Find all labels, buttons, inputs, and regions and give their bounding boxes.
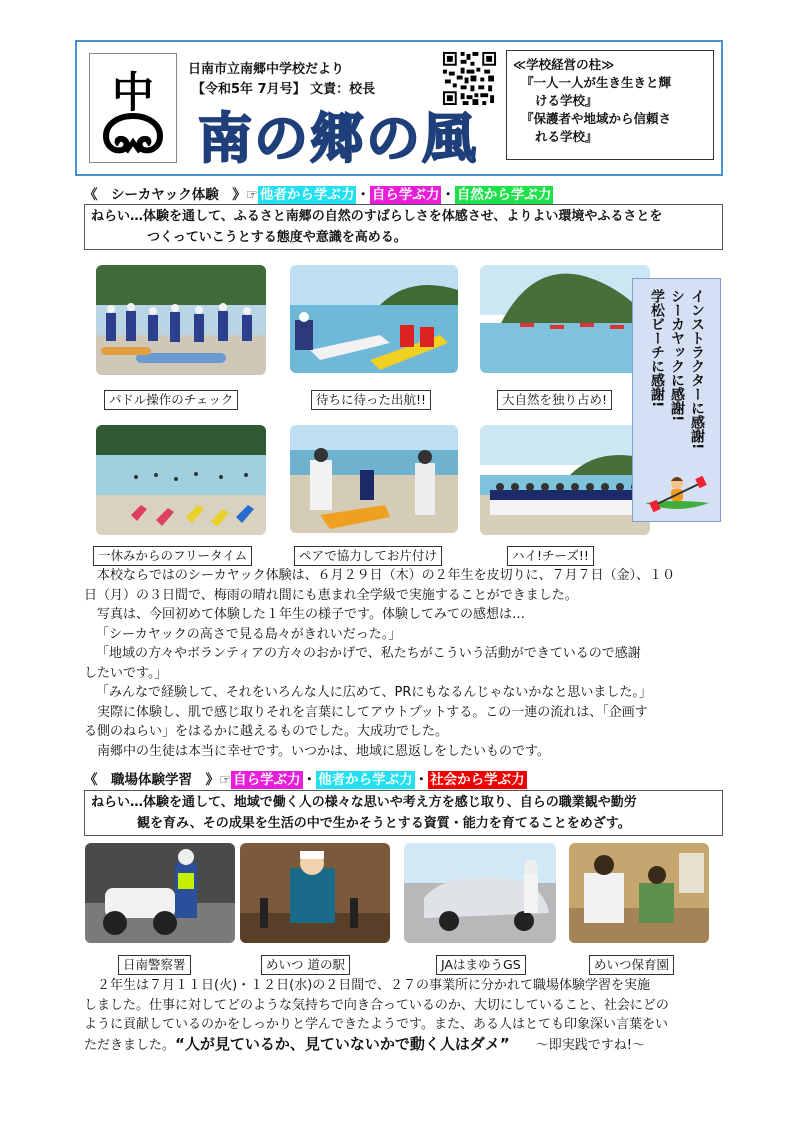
body-line: る側のねらい」をはるかに越えるものでした。大成功でした。 xyxy=(84,724,449,739)
photo-caption: 大自然を独り占め! xyxy=(497,390,612,410)
photo-group xyxy=(480,425,650,535)
skill-tag: 自ら学ぶ力 xyxy=(371,187,440,203)
logo-character: 中 xyxy=(111,68,154,117)
workexperience-body xyxy=(84,976,724,1055)
pillar-line: ける学校』 xyxy=(535,93,598,108)
photo-cleanup xyxy=(290,425,458,533)
skill-tag: 他者から学ぶ力 xyxy=(318,772,413,788)
photo-caption: パドル操作のチェック xyxy=(104,390,238,410)
aim-box xyxy=(84,204,723,250)
thanks-line: 学松ビーチに感謝! xyxy=(649,289,665,408)
photo-roadside-station xyxy=(240,843,390,943)
aim-box xyxy=(84,790,723,836)
body-line: 南郷中の生徒は本当に幸せです。いつかは、地域に恩返しをしたいものです。 xyxy=(84,743,550,759)
section-heading-seakayak xyxy=(84,183,553,204)
pillar-line: 『一人一人が生き生きと輝 xyxy=(521,75,672,90)
aim-text: ねらい…体験を通して、地域で働く人の様々な思いや考え方を感じ取り、自らの職業観や勤労 xyxy=(91,795,637,810)
body-line: ように貢献しているのかをしっかりと学んできたようです。また、ある人はとても印象深い言葉をい xyxy=(84,1017,668,1032)
pillar-line: れる学校』 xyxy=(535,129,598,144)
photo-caption: JAはまゆうGS xyxy=(436,955,526,975)
photo-caption: 待ちに待った出航!! xyxy=(311,390,431,410)
body-line-quote xyxy=(84,1035,724,1056)
body-line: 「みんなで経験して、それをいろんな人に広めて、PRにもなるんじゃないかなと思いました。」 xyxy=(96,685,652,700)
body-text: ～即実践ですね!～ xyxy=(535,1037,645,1053)
body-line: したいです。」 xyxy=(84,665,168,681)
photo-police-station xyxy=(85,843,235,943)
tag-separator: ・ xyxy=(356,187,370,203)
school-name: 日南市立南郷中学校だより xyxy=(188,62,345,77)
photo-caption: ハイ!チーズ!! xyxy=(507,546,594,566)
thanks-box xyxy=(632,278,721,522)
seakayak-body xyxy=(84,566,724,761)
photo-nature xyxy=(480,265,650,373)
issue-info: 【令和5年 7月号】 文責：校長 xyxy=(192,82,376,97)
pillar-line: 『保護者や地域から信頼さ xyxy=(521,111,672,126)
section-heading-workexperience xyxy=(84,768,527,789)
newsletter-title: 南の郷の風 xyxy=(198,107,478,170)
body-line: しました。仕事に対してどのような気持ちで向き合っているのか、大切にしていること、社会にどの xyxy=(84,997,669,1013)
pillars-title: ≪学校経営の柱≫ xyxy=(513,57,615,72)
qr-code-icon[interactable] xyxy=(441,50,498,107)
body-line: 「地域の方々やボランティアの方々のおかげで、私たちがこういう活動ができているので感謝 xyxy=(96,646,641,661)
photo-free-time xyxy=(96,425,266,535)
skill-tag: 自然から学ぶ力 xyxy=(456,187,552,203)
quote-text: “人が見ているか、見ていないかで動く人はダメ” xyxy=(175,1034,510,1053)
body-line: 本校ならではのシーカヤック体験は、６月２９日（木）の２年生を皮切りに、７月７日（金）、１０ xyxy=(84,568,676,583)
aim-text: つくっていこうとする態度や意識を高める。 xyxy=(147,230,407,245)
photo-caption: ペアで協力してお片付け xyxy=(294,546,442,566)
photo-gas-station xyxy=(404,843,556,943)
aim-text: ねらい…体験を通して、ふるさと南郷の自然のすばらしさを体感させ、よりよい環境やふるさとを xyxy=(91,209,663,224)
section-title: 《 シーカヤック体験 》☞ xyxy=(84,187,258,203)
tag-separator: ・ xyxy=(302,772,317,788)
aim-text: 観を育み、その成果を生活の中で生かそうとする資質・能力を育てることをめざす。 xyxy=(137,816,631,831)
photo-caption: めいつ保育園 xyxy=(589,955,674,975)
body-line: ２年生は７月１１日(火)・１２日(水)の２日間で、２７の事業所に分かれて職場体験学習を実施 xyxy=(84,978,651,993)
tag-separator: ・ xyxy=(441,187,455,203)
tag-separator: ・ xyxy=(414,772,429,788)
body-line: 実際に体験し、肌で感じ取りそれを言葉にしてアウトプットする。この一連の流れは、「企画す xyxy=(84,704,648,720)
thanks-line: インストラクターに感謝! xyxy=(689,289,705,450)
body-line: 「シーカヤックの高さで見る島々がきれいだった。」 xyxy=(96,626,402,642)
photo-nursery xyxy=(569,843,709,943)
section-title: 《 職場体験学習 》☞ xyxy=(84,772,232,788)
photo-paddle-check xyxy=(96,265,266,375)
body-text: ただきました。 xyxy=(84,1037,176,1053)
skill-tag: 他者から学ぶ力 xyxy=(259,187,355,203)
body-line: 日（月）の３日間で、梅雨の晴れ間にも恵まれ全学級で実施することができました。 xyxy=(84,587,578,603)
photo-departure xyxy=(290,265,458,373)
photo-caption: めいつ 道の駅 xyxy=(261,955,350,975)
photo-caption: 日南警察署 xyxy=(118,955,191,975)
skill-tag: 自ら学ぶ力 xyxy=(233,772,301,788)
thanks-line: シーカヤックに感謝! xyxy=(669,289,685,422)
body-line: 写真は、今回初めて体験した１年生の様子です。体験してみての感想は… xyxy=(84,607,525,622)
kayaker-icon xyxy=(641,471,713,515)
photo-caption: 一休みからのフリータイム xyxy=(93,546,252,566)
school-pillars-box xyxy=(506,50,714,160)
school-logo xyxy=(89,53,177,163)
skill-tag: 社会から学ぶ力 xyxy=(430,772,525,788)
logo-swirl-icon xyxy=(98,112,168,156)
